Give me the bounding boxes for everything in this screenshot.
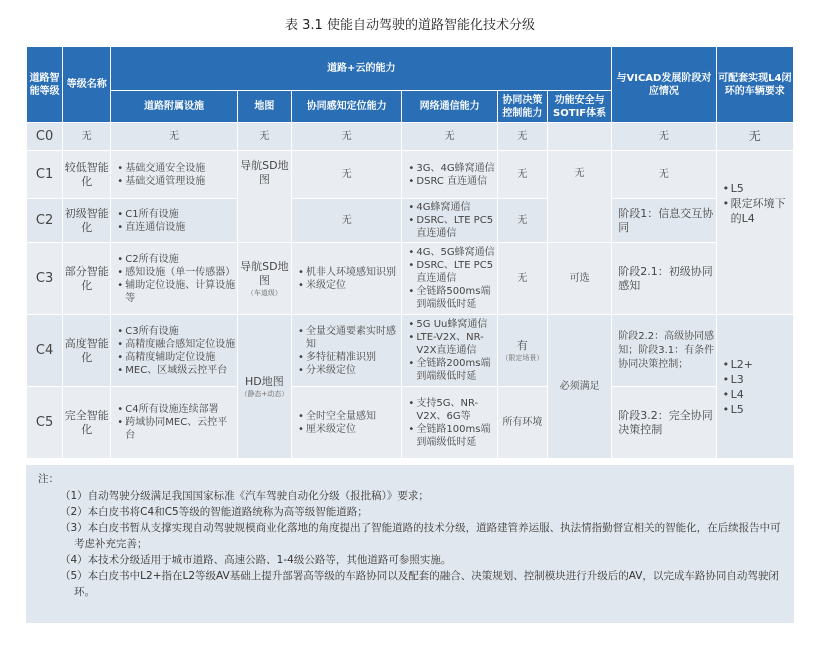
perception-cell — [291, 315, 401, 387]
list-item: • L5 — [723, 402, 793, 417]
network-cell — [402, 315, 497, 387]
list-item: • C3所有设施 — [117, 325, 236, 338]
map-label: 导航SD地图 — [240, 259, 289, 287]
map-label: HD地图 — [245, 374, 284, 388]
list-item: • L2+ — [723, 357, 793, 372]
list-item: • 分米级定位 — [298, 364, 401, 377]
level-cell: C3 — [27, 243, 63, 315]
list-item: • 全时空全量感知 — [298, 410, 401, 423]
vicad-cell: 阶段3.2：完全协同决策控制 — [612, 387, 716, 459]
safety-cell: 无 — [547, 151, 611, 243]
level-name-cell: 初级智能化 — [63, 199, 111, 243]
header-road-facilities: 道路附属设施 — [111, 91, 237, 123]
list-item: • 跨域协同MEC、云控平台 — [117, 416, 236, 442]
decision-cell: 无 — [497, 243, 547, 315]
map-cell: 导航SD地图 — [237, 151, 291, 243]
perception-cell: 无 — [291, 123, 401, 151]
table-row — [27, 243, 794, 315]
list-item: • C1所有设施 — [117, 208, 236, 221]
list-item: • 基础交通管理设施 — [117, 175, 236, 188]
header-vicad-stage: 与VICAD发展阶段对应情况 — [612, 47, 716, 123]
decision-cell: 所有环境 — [497, 387, 547, 459]
list-item: • 全链路500ms端到端级低时延 — [408, 285, 496, 311]
map-note: （静态+动态） — [240, 389, 289, 398]
level-name-cell: 无 — [63, 123, 111, 151]
level-cell: C4 — [27, 315, 63, 387]
level-name-cell: 高度智能化 — [63, 315, 111, 387]
decision-cell: 无 — [497, 123, 547, 151]
list-item: • 多特征精准识别 — [298, 351, 401, 364]
list-item: • 厘米级定位 — [298, 423, 401, 436]
table-title: 表 3.1 使能自动驾驶的道路智能化技术分级 — [285, 18, 535, 33]
perception-cell: 无 — [291, 151, 401, 199]
facilities-cell — [111, 387, 237, 459]
notes-heading: 注： — [38, 473, 59, 485]
safety-cell: 可选 — [547, 243, 611, 315]
note-item: （2）本白皮书将C4和C5等级的智能道路统称为高等级智能道路； — [60, 506, 368, 518]
decision-cell: 无 — [497, 199, 547, 243]
list-item: • 直连通信设施 — [117, 221, 236, 234]
network-cell — [402, 199, 497, 243]
header-l4-vehicle-requirement: 可配套实现L4闭环的车辆要求 — [716, 47, 793, 123]
list-item: • DSRC 直连通信 — [408, 175, 496, 188]
list-item: • 高精度辅助定位设施 — [117, 351, 236, 364]
header-level-name: 等级名称 — [63, 47, 111, 123]
header-road-cloud-capability: 道路+云的能力 — [111, 47, 612, 91]
list-item: • 4G蜂窝通信 — [408, 201, 496, 214]
note-item: （5）本白皮书中L2+指在L2等级AV基础上提升部署高等级的车路协同以及配套的融合、决策规划、控制模块进行升级后的AV，以完成车路协同自动驾驶闭环。 — [60, 570, 779, 598]
decision-cell: 无 — [497, 151, 547, 199]
level-cell: C0 — [27, 123, 63, 151]
list-item: • DSRC、LTE PC5直连通信 — [408, 214, 496, 240]
list-item: • C2所有设施 — [117, 253, 236, 266]
list-item: • 辅助定位设施、计算设施等 — [117, 279, 236, 305]
l4-cell: 无 — [716, 123, 793, 151]
note-item: （3）本白皮书暂从支撑实现自动驾驶规模商业化落地的角度提出了智能道路的技术分级，道路建管养运服、执法情指勤督宣相关的智能化，在后续报告中可考虑补充完善； — [60, 522, 781, 550]
list-item: • 5G Uu蜂窝通信 — [408, 318, 496, 331]
level-cell: C5 — [27, 387, 63, 459]
map-cell — [237, 315, 291, 459]
decision-label: 有 — [516, 338, 528, 352]
list-item: • LTE-V2X、NR-V2X直连通信 — [408, 331, 496, 357]
level-name-cell: 完全智能化 — [63, 387, 111, 459]
level-name-cell: 部分智能化 — [63, 243, 111, 315]
list-item: • 全链路200ms端到端级低时延 — [408, 357, 496, 383]
l4-cell — [716, 315, 793, 459]
list-item: • 3G、4G蜂窝通信 — [408, 162, 496, 175]
vicad-cell: 无 — [612, 151, 716, 199]
header-cooperative-perception: 协同感知定位能力 — [291, 91, 401, 123]
map-cell: 无 — [237, 123, 291, 151]
level-cell: C2 — [27, 199, 63, 243]
list-item: • 米级定位 — [298, 279, 401, 292]
list-item: • 4G、5G蜂窝通信 — [408, 246, 496, 259]
level-name-cell: 较低智能化 — [63, 151, 111, 199]
list-item: • L4 — [723, 387, 793, 402]
facilities-cell — [111, 151, 237, 199]
perception-cell: 无 — [291, 199, 401, 243]
note-item: （4）本技术分级适用于城市道路、高速公路、1-4级公路等，其他道路可参照实施。 — [60, 554, 452, 566]
list-item: • 高精度融合感知定位设施 — [117, 338, 236, 351]
table-row — [27, 199, 794, 243]
table-row — [27, 387, 794, 459]
list-item: • 机非人环境感知识别 — [298, 266, 401, 279]
list-item: • 全链路100ms端到端级低时延 — [408, 423, 496, 449]
level-cell: C1 — [27, 151, 63, 199]
vicad-cell: 无 — [612, 123, 716, 151]
vicad-cell: 阶段2.2：高级协同感知；阶段3.1：有条件协同决策控制； — [612, 315, 716, 387]
table-row — [27, 123, 794, 151]
road-intelligence-grading-table — [26, 46, 794, 459]
network-cell — [402, 243, 497, 315]
list-item: • MEC、区域级云控平台 — [117, 364, 236, 377]
facilities-cell — [111, 243, 237, 315]
map-note: （车道级） — [246, 288, 282, 297]
facilities-cell — [111, 199, 237, 243]
map-cell — [237, 243, 291, 315]
header-map: 地图 — [237, 91, 291, 123]
facilities-cell: 无 — [111, 123, 237, 151]
vicad-cell: 阶段1：信息交互协同 — [612, 199, 716, 243]
list-item: • 限定环境下的L4 — [723, 196, 793, 226]
note-item: （1）自动驾驶分级满足我国国家标准《汽车驾驶自动化分级（报批稿）》要求； — [60, 490, 429, 502]
list-item: • DSRC、LTE PC5直连通信 — [408, 259, 496, 285]
facilities-cell — [111, 315, 237, 387]
perception-cell — [291, 243, 401, 315]
perception-cell — [291, 387, 401, 459]
network-cell — [402, 151, 497, 199]
network-cell: 无 — [402, 123, 497, 151]
list-item: • 感知设施（单一传感器） — [117, 266, 236, 279]
header-functional-safety: 功能安全与SOTIF体系 — [547, 91, 611, 123]
notes-box — [26, 465, 794, 623]
safety-cell: 必须满足 — [547, 315, 611, 459]
header-network-communication: 网络通信能力 — [402, 91, 497, 123]
table-row — [27, 315, 794, 387]
decision-cell — [497, 315, 547, 387]
network-cell — [402, 387, 497, 459]
table-row — [27, 151, 794, 199]
list-item: • L3 — [723, 372, 793, 387]
list-item: • 全量交通要素实时感知 — [298, 325, 401, 351]
vicad-cell: 阶段2.1：初级协同感知 — [612, 243, 716, 315]
list-item: • L5 — [723, 181, 793, 196]
safety-cell — [547, 123, 611, 151]
l4-cell — [716, 151, 793, 315]
list-item: • C4所有设施连续部署 — [117, 403, 236, 416]
list-item: • 基础交通安全设施 — [117, 162, 236, 175]
list-item: • 支持5G、NR-V2X、6G等 — [408, 397, 496, 423]
decision-note: （限定场景） — [501, 353, 544, 362]
header-road-level: 道路智能等级 — [27, 47, 63, 123]
header-cooperative-decision: 协同决策控制能力 — [497, 91, 547, 123]
